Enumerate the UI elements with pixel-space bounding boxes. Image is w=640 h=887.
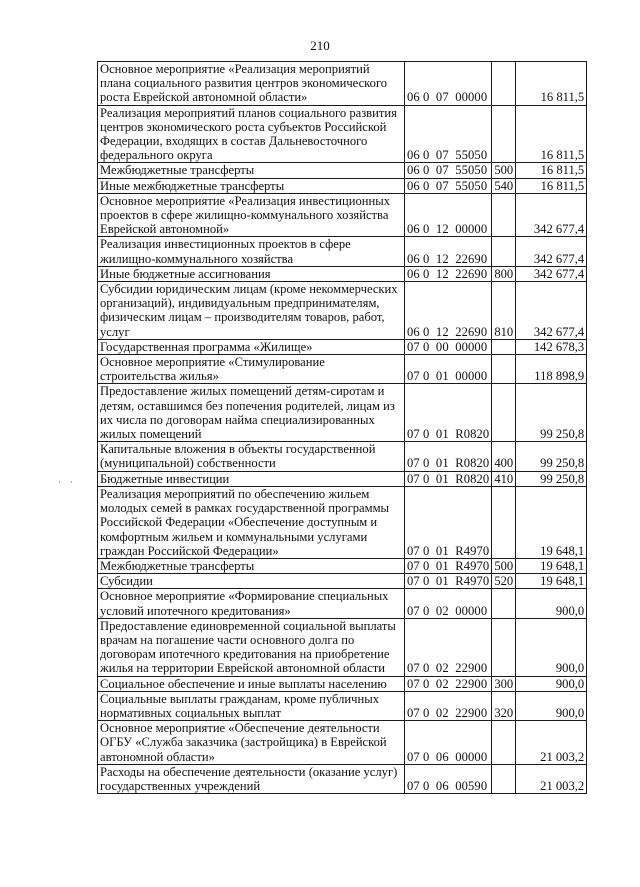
row-name-cell: Государственная программа «Жилище» <box>98 339 405 354</box>
table-row <box>98 178 587 193</box>
budget-table <box>97 61 587 794</box>
row-code-cell: 06 0 12 00000 <box>405 193 492 237</box>
row-amount-cell: 342 677,4 <box>516 266 587 281</box>
table-row <box>98 691 587 720</box>
row-expense-type-cell <box>492 237 516 266</box>
row-code-cell: 07 0 01 R0820 <box>405 471 492 486</box>
row-expense-type-cell: 300 <box>492 676 516 691</box>
row-amount-cell: 21 003,2 <box>516 721 587 765</box>
row-name-cell: Капитальные вложения в объекты государственной (муниципальной) собственности <box>98 442 405 471</box>
row-expense-type-cell <box>492 339 516 354</box>
row-amount-cell: 900,0 <box>516 589 587 618</box>
table-row <box>98 589 587 618</box>
row-expense-type-cell: 400 <box>492 442 516 471</box>
row-expense-type-cell <box>492 105 516 163</box>
row-code-cell: 07 0 01 R4970 <box>405 574 492 589</box>
row-name-cell: Социальные выплаты гражданам, кроме публичных нормативных социальных выплат <box>98 691 405 720</box>
table-row <box>98 237 587 266</box>
row-name-cell: Межбюджетные трансферты <box>98 163 405 178</box>
scan-mark: · <box>70 477 73 487</box>
row-expense-type-cell: 800 <box>492 266 516 281</box>
row-amount-cell: 342 677,4 <box>516 237 587 266</box>
row-code-cell: 06 0 07 55050 <box>405 105 492 163</box>
row-name-cell: Предоставление жилых помещений детям-сиротам и детям, оставшимся без попечения родителей, лицам из их числа по договорам найма специализированных жилых помещений <box>98 384 405 442</box>
row-amount-cell: 118 898,9 <box>516 355 587 384</box>
row-amount-cell: 99 250,8 <box>516 384 587 442</box>
row-expense-type-cell: 500 <box>492 558 516 573</box>
row-expense-type-cell: 540 <box>492 178 516 193</box>
row-name-cell: Социальное обеспечение и иные выплаты населению <box>98 676 405 691</box>
row-name-cell: Основное мероприятие «Реализация инвестиционных проектов в сфере жилищно-коммунального хозяйства Еврейской автономной» <box>98 193 405 237</box>
row-amount-cell: 342 677,4 <box>516 193 587 237</box>
row-code-cell: 07 0 06 00590 <box>405 764 492 793</box>
row-code-cell: 06 0 12 22690 <box>405 237 492 266</box>
row-code-cell: 06 0 07 55050 <box>405 163 492 178</box>
table-row <box>98 764 587 793</box>
row-code-cell: 07 0 01 R0820 <box>405 442 492 471</box>
row-amount-cell: 21 003,2 <box>516 764 587 793</box>
table-row <box>98 163 587 178</box>
table-row <box>98 721 587 765</box>
row-code-cell: 07 0 01 00000 <box>405 355 492 384</box>
row-code-cell: 07 0 06 00000 <box>405 721 492 765</box>
table-row <box>98 384 587 442</box>
row-code-cell: 07 0 01 R0820 <box>405 384 492 442</box>
row-expense-type-cell <box>492 193 516 237</box>
row-amount-cell: 900,0 <box>516 691 587 720</box>
table-row <box>98 105 587 163</box>
row-code-cell: 07 0 02 22900 <box>405 676 492 691</box>
row-code-cell: 07 0 01 R4970 <box>405 558 492 573</box>
row-name-cell: Иные бюджетные ассигнования <box>98 266 405 281</box>
row-amount-cell: 19 648,1 <box>516 574 587 589</box>
row-name-cell: Бюджетные инвестиции <box>98 471 405 486</box>
table-row <box>98 471 587 486</box>
row-amount-cell: 342 677,4 <box>516 282 587 340</box>
page-number: 210 <box>310 38 330 53</box>
table-row <box>98 486 587 558</box>
table-row <box>98 339 587 354</box>
row-amount-cell: 16 811,5 <box>516 105 587 163</box>
row-expense-type-cell <box>492 384 516 442</box>
row-expense-type-cell <box>492 721 516 765</box>
row-code-cell: 06 0 12 22690 <box>405 266 492 281</box>
row-amount-cell: 900,0 <box>516 618 587 676</box>
row-expense-type-cell <box>492 486 516 558</box>
row-code-cell: 07 0 01 R4970 <box>405 486 492 558</box>
row-name-cell: Иные межбюджетные трансферты <box>98 178 405 193</box>
row-expense-type-cell <box>492 589 516 618</box>
row-expense-type-cell <box>492 764 516 793</box>
row-name-cell: Реализация инвестиционных проектов в сфере жилищно-коммунального хозяйства <box>98 237 405 266</box>
row-code-cell: 07 0 02 22900 <box>405 618 492 676</box>
table-row <box>98 442 587 471</box>
row-expense-type-cell <box>492 355 516 384</box>
row-amount-cell: 16 811,5 <box>516 178 587 193</box>
row-name-cell: Основное мероприятие «Формирование специальных условий ипотечного кредитования» <box>98 589 405 618</box>
table-row <box>98 62 587 106</box>
row-code-cell: 06 0 07 00000 <box>405 62 492 106</box>
row-amount-cell: 16 811,5 <box>516 62 587 106</box>
row-name-cell: Основное мероприятие «Обеспечение деятельности ОГБУ «Служба заказчика (застройщика) в Еврейской автономной области» <box>98 721 405 765</box>
row-name-cell: Основное мероприятие «Стимулирование строительства жилья» <box>98 355 405 384</box>
row-amount-cell: 900,0 <box>516 676 587 691</box>
row-expense-type-cell <box>492 618 516 676</box>
row-expense-type-cell: 410 <box>492 471 516 486</box>
row-expense-type-cell: 500 <box>492 163 516 178</box>
row-expense-type-cell: 520 <box>492 574 516 589</box>
row-name-cell: Реализация мероприятий по обеспечению жильем молодых семей в рамках государственной программы Российской Федерации «Обеспечение доступным и комфортным жильем и коммунальными услугами граждан Российской Федерации» <box>98 486 405 558</box>
table-row <box>98 574 587 589</box>
row-expense-type-cell <box>492 62 516 106</box>
table-row <box>98 558 587 573</box>
row-code-cell: 06 0 12 22690 <box>405 282 492 340</box>
table-row <box>98 193 587 237</box>
row-name-cell: Расходы на обеспечение деятельности (оказание услуг) государственных учреждений <box>98 764 405 793</box>
row-code-cell: 06 0 07 55050 <box>405 178 492 193</box>
table-row <box>98 618 587 676</box>
table-row <box>98 676 587 691</box>
row-name-cell: Основное мероприятие «Реализация мероприятий плана социального развития центров экономического роста Еврейской автономной области» <box>98 62 405 106</box>
row-code-cell: 07 0 02 22900 <box>405 691 492 720</box>
row-amount-cell: 99 250,8 <box>516 442 587 471</box>
row-amount-cell: 19 648,1 <box>516 558 587 573</box>
row-code-cell: 07 0 00 00000 <box>405 339 492 354</box>
scan-mark: · <box>58 477 61 487</box>
row-name-cell: Реализация мероприятий планов социального развития центров экономического роста субъектов Российской Федерации, входящих в состав Дальневосточного федерального округа <box>98 105 405 163</box>
row-name-cell: Межбюджетные трансферты <box>98 558 405 573</box>
row-expense-type-cell: 320 <box>492 691 516 720</box>
table-row <box>98 355 587 384</box>
row-name-cell: Субсидии <box>98 574 405 589</box>
row-name-cell: Предоставление единовременной социальной выплаты врачам на погашение части основного долга по договорам ипотечного кредитования на приобретение жилья на территории Еврейской автономной области <box>98 618 405 676</box>
row-amount-cell: 16 811,5 <box>516 163 587 178</box>
row-name-cell: Субсидии юридическим лицам (кроме некоммерческих организаций), индивидуальным предпринимателям, физическим лицам – производителям товаров, работ, услуг <box>98 282 405 340</box>
table-row <box>98 266 587 281</box>
budget-table-body <box>98 62 587 794</box>
row-expense-type-cell: 810 <box>492 282 516 340</box>
row-amount-cell: 99 250,8 <box>516 471 587 486</box>
row-amount-cell: 142 678,3 <box>516 339 587 354</box>
row-amount-cell: 19 648,1 <box>516 486 587 558</box>
table-row <box>98 282 587 340</box>
row-code-cell: 07 0 02 00000 <box>405 589 492 618</box>
